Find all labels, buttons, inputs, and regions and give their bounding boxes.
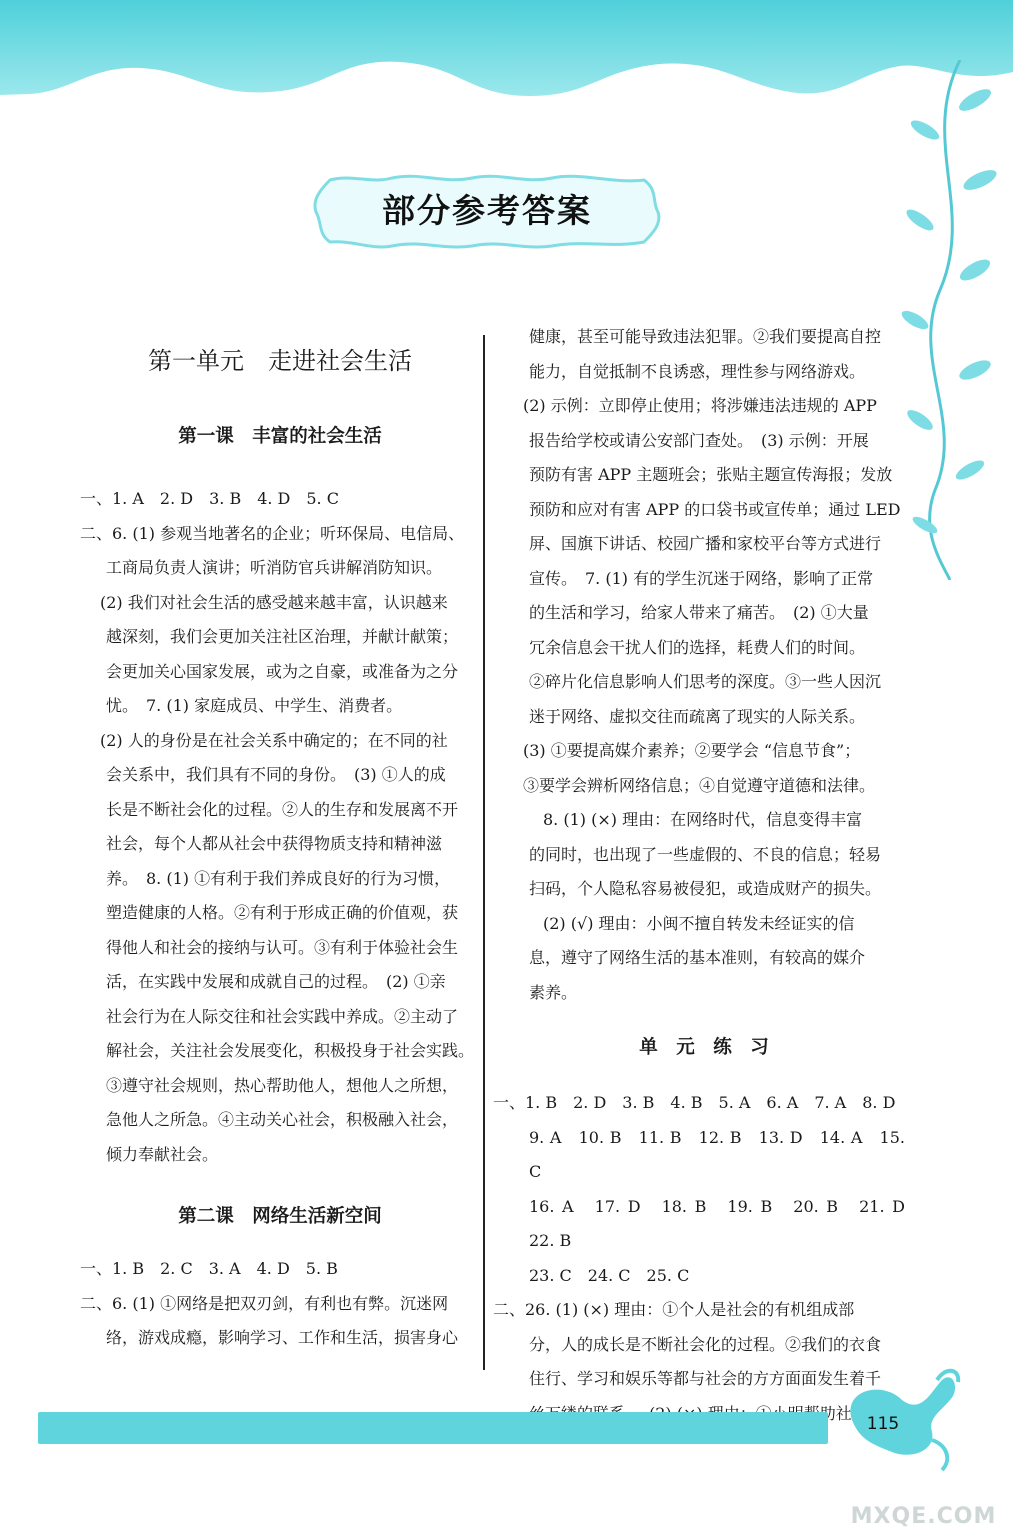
column-divider [483,335,485,1370]
answer-line: ③要学会辨析网络信息；④自觉遵守道德和法律。 [523,775,876,795]
answer-line: 二、26. (1) (×) 理由：①个人是社会的有机组成部 [493,1300,855,1319]
answer-line: 活，在实践中发展和成就自己的过程。 (2) ①亲 [106,972,446,991]
answer-line: 工商局负责人演讲；听消防官兵讲解消防知识。 [106,558,443,577]
answer-line: 的生活和学习，给家人带来了痛苦。 (2) ①大量 [529,603,869,622]
top-wave-banner [0,0,1013,110]
answer-line: 社会行为在人际交往和社会实践中养成。②主动了 [106,1006,459,1026]
answer-line: 健康，甚至可能导致违法犯罪。②我们要提高自控 [529,327,882,346]
answer-line: 迷于网络、虚拟交往而疏离了现实的人际关系。 [529,706,866,726]
answer-line: 息，遵守了网络生活的基本准则，有较高的媒介 [529,948,866,967]
watermark: MXQE.COM [850,1504,997,1529]
page-title: 部分参考答案 [382,191,592,230]
answer-line: 塑造健康的人格。②有利于形成正确的价值观，获 [106,903,459,922]
answer-line: 一、1. B 2. D 3. B 4. B 5. A 6. A 7. A 8. D [493,1093,896,1112]
lesson1-title: 第一课 丰富的社会生活 [178,426,382,447]
answer-line: 络，游戏成瘾，影响学习、工作和生活，损害身心 [106,1328,459,1347]
bottom-bar [38,1412,828,1444]
answer-line: 会关系中，我们具有不同的身份。 (3) ①人的成 [106,765,446,784]
practice-title: 单 元 练 习 [639,1037,769,1058]
answer-line: 社会，每个人都从社会中获得物质支持和精神滋 [106,834,443,853]
answer-line: (2) (√) 理由：小闽不擅自转发未经证实的信 [543,913,855,933]
answer-line: 屏、国旗下讲话、校园广播和家校平台等方式进行 [529,534,882,553]
answer-line: 16. A 17. D 18. B 19. B 20. B 21. D 22. B [529,1196,922,1250]
answer-line: 23. C 24. C 25. C [529,1265,690,1285]
answer-line: 宣传。 7. (1) 有的学生沉迷于网络，影响了正常 [529,568,874,588]
answer-line: (2) 人的身份是在社会关系中确定的；在不同的社 [100,730,448,750]
answer-line: 预防和应对有害 APP 的口袋书或宣传单；通过 LED [529,499,901,519]
answer-line: 一、1. B 2. C 3. A 4. D 5. B [80,1259,338,1278]
answer-line: 预防有害 APP 主题班会；张贴主题宣传海报；发放 [529,465,893,484]
answer-line: 急他人之所急。④主动关心社会，积极融入社会， [106,1110,459,1129]
answer-line: 冗余信息会干扰人们的选择，耗费人们的时间。 [529,637,866,657]
title-box [312,172,662,250]
answer-line: 素养。 [529,982,578,1002]
answer-line: 扫码，个人隐私容易被侵犯，或造成财产的损失。 [529,879,882,898]
unit-title: 第一单元 走进社会生活 [148,347,412,375]
answer-line: 倾力奉献社会。 [106,1144,219,1164]
answer-line: 报告给学校或请公安部门查处。 (3) 示例：开展 [529,430,869,450]
answer-line: 8. (1) (×) 理由：在网络时代，信息变得丰富 [543,810,863,829]
answer-line: 越深刻，我们会更加关注社区治理，并献计献策； [106,627,459,646]
left-column [80,320,480,1356]
answer-line: 忧。 7. (1) 家庭成员、中学生、消费者。 [106,696,403,715]
answer-line: 长是不断社会化的过程。②人的生存和发展离不开 [106,799,459,819]
answer-line: 住行、学习和娱乐等都与社会的方方面面发生着千 [529,1369,882,1388]
answer-line: (2) 示例：立即停止使用；将涉嫌违法违规的 APP [523,396,877,415]
answer-line: 的同时，也出现了一些虚假的、不良的信息；轻易 [529,844,882,864]
answer-line: 二、6. (1) ①网络是把双刃剑，有利也有弊。沉迷网 [80,1293,449,1313]
answer-line: (2) 我们对社会生活的感受越来越丰富，认识越来 [100,592,448,612]
answer-line: ②碎片化信息影响人们思考的深度。③一些人因沉 [529,672,882,691]
answer-line: 得他人和社会的接纳与认可。③有利于体验社会生 [106,937,459,957]
answer-line: (3) ①要提高媒介素养；②要学会 “信息节食”； [523,741,861,760]
page-number: 115 [866,1414,900,1434]
answer-line: 分，人的成长是不断社会化的过程。②我们的衣食 [529,1334,882,1354]
right-column [493,320,922,1431]
answer-line: 一、1. A 2. D 3. B 4. D 5. C [80,489,339,508]
answer-line: 会更加关心国家发展，或为之自豪，或准备为之分 [106,661,459,681]
lesson2-title: 第二课 网络生活新空间 [178,1206,382,1227]
answer-line: ③遵守社会规则，热心帮助他人，想他人之所想， [106,1075,459,1095]
answer-line: 二、6. (1) 参观当地著名的企业；听环保局、电信局、 [80,523,465,543]
answer-line: 9. A 10. B 11. B 12. B 13. D 14. A 15. C [529,1127,905,1181]
answer-line: 养。 8. (1) ①有利于我们养成良好的行为习惯， [106,868,451,888]
answer-line: 能力，自觉抵制不良诱惑，理性参与网络游戏。 [529,361,866,381]
answer-line: 解社会，关注社会发展变化，积极投身于社会实践。 [106,1041,475,1060]
